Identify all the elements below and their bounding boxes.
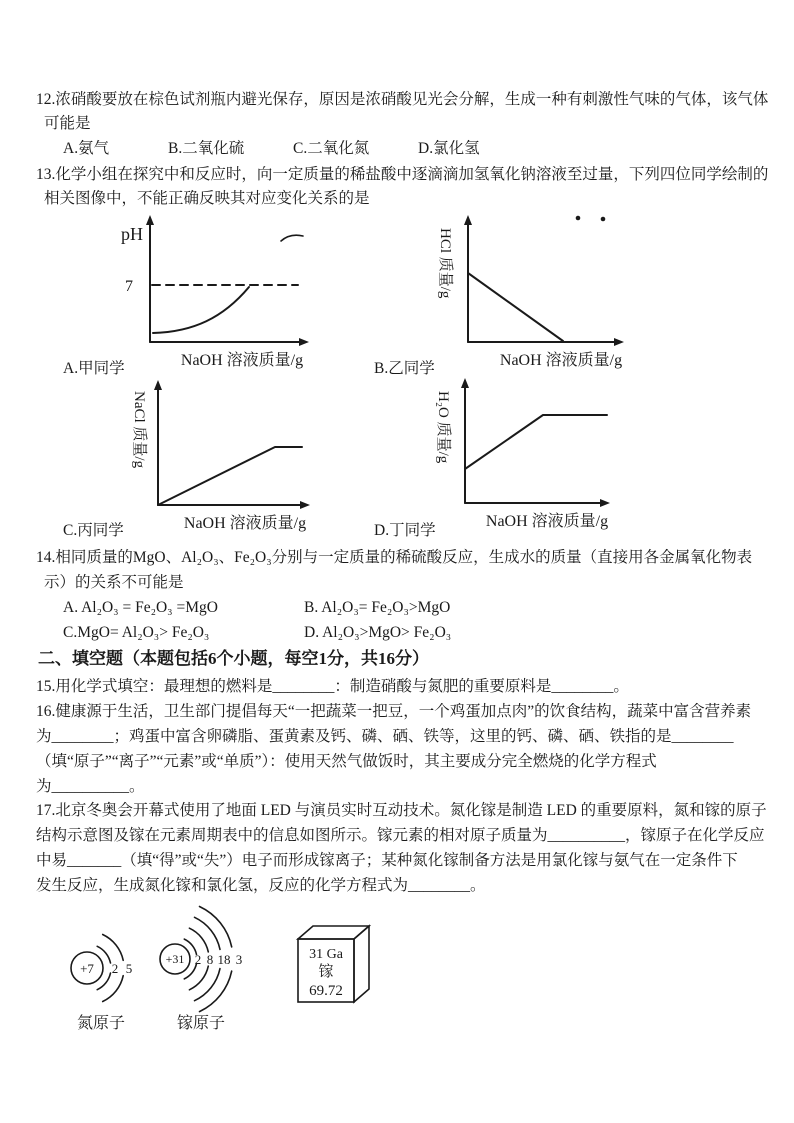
nitrogen-shell1-arc xyxy=(97,946,110,963)
y-axis-arrow xyxy=(154,380,162,390)
nitrogen-shell2-count: 5 xyxy=(125,961,133,976)
gallium-shell2-count: 8 xyxy=(206,952,214,967)
q17-line1: 17.北京冬奥会开幕式使用了地面 LED 与演员实时互动技术。氮化镓是制造 LED 的重要原料，氮和镓的原子 xyxy=(36,802,767,819)
atomic-structure-diagrams xyxy=(45,903,295,1038)
tile-number-symbol: 31 Ga xyxy=(309,947,343,962)
q16-line1: 16.健康源于生活，卫生部门提倡每天“一把蔬菜一把豆，一个鸡蛋加点肉”的饮食结构，蔬菜中富含营养素 xyxy=(36,703,752,720)
x-axis-arrow xyxy=(299,338,309,346)
ink-dot xyxy=(601,217,606,222)
gallium-nucleus-charge: +31 xyxy=(165,952,185,966)
q14-line2: 示）的关系不可能是 xyxy=(44,574,184,591)
nitrogen-shell2-arc xyxy=(103,976,124,1002)
y-axis-label: H₂O 质量/g xyxy=(435,391,451,464)
q17-line2: 结构示意图及镓在元素周期表中的信息如图所示。镓元素的相对原子质量为__________，镓原子在化学反应 xyxy=(36,827,765,844)
y-axis-label: pH xyxy=(121,224,143,244)
q14-option-c: C.MgO= Al₂O₃> Fe₂O₃ xyxy=(63,624,210,641)
graph-d-h2o-vs-naoh xyxy=(425,377,660,540)
q12-option-b: B.二氧化硫 xyxy=(168,140,245,157)
gallium-shell4-count: 3 xyxy=(235,952,243,967)
gallium-shell3-count: 18 xyxy=(217,952,231,967)
tile-top-face xyxy=(298,926,369,939)
graph-c-caption: C.丙同学 xyxy=(63,522,124,539)
h2o-rise-then-flat-line xyxy=(465,415,607,469)
q12-option-a: A.氨气 xyxy=(63,140,110,157)
section2-title: 二、填空题（本题包括6个小题，每空1分，共16分） xyxy=(38,649,429,668)
graph-b-caption: B.乙同学 xyxy=(374,360,435,377)
q12-option-d: D.氯化氢 xyxy=(418,140,480,157)
tile-right-face xyxy=(354,926,369,1002)
nacl-rise-then-flat-line xyxy=(158,447,302,505)
gallium-shell2-arc xyxy=(189,966,208,990)
x-axis-arrow xyxy=(300,501,310,509)
q13-line2: 相关图像中，不能正确反映其对应变化关系的是 xyxy=(44,190,370,207)
y-axis-label: NaCl 质量/g xyxy=(131,391,147,469)
q16-line4: 为__________。 xyxy=(36,778,145,795)
graph-b-hcl-vs-naoh xyxy=(425,212,660,372)
x-axis-label: NaOH 溶液质量/g xyxy=(180,352,304,369)
gallium-shell2-arc xyxy=(189,928,208,952)
ph7-tick: 7 xyxy=(125,278,133,295)
ph-curve xyxy=(153,287,249,333)
nitrogen-shell1-count: 2 xyxy=(111,961,119,976)
graph-d-caption: D.丁同学 xyxy=(374,522,436,539)
y-axis-arrow xyxy=(146,215,154,225)
y-axis-label: HCl 质量/g xyxy=(437,228,453,299)
gallium-shell1-count: 2 xyxy=(194,952,202,967)
q17-line3: 中易_______（填“得”或“失”）电子而形成镓离子；某种氮化镓制备方法是用氯化镓与氨气在一定条件下 xyxy=(36,852,738,869)
nitrogen-shell2-arc xyxy=(103,935,124,961)
gallium-atom-label: 镓原子 xyxy=(176,1015,226,1032)
q14-line1: 14.相同质量的MgO、Al₂O₃、Fe₂O₃分别与一定质量的稀硫酸反应，生成水的质量（直接用各金属氧化物表 xyxy=(36,549,753,566)
periodic-table-tile xyxy=(290,922,385,1017)
ink-dot xyxy=(576,216,581,221)
ink-artifact xyxy=(281,235,303,241)
tile-atomic-mass: 69.72 xyxy=(309,983,343,999)
x-axis-label: NaOH 溶液质量/g xyxy=(183,515,307,532)
x-axis-label: NaOH 溶液质量/g xyxy=(485,513,609,530)
tile-element-name: 镓 xyxy=(318,964,334,980)
x-axis-arrow xyxy=(614,338,624,346)
q14-option-d: D. Al₂O₃>MgO> Fe₂O₃ xyxy=(304,624,452,641)
q16-line3: （填“原子”“离子”“元素”或“单质”）：使用天然气做饭时，其主要成分完全燃烧的化学方程式 xyxy=(36,753,657,770)
q14-option-b: B. Al₂O₃= Fe₂O₃>MgO xyxy=(304,599,451,616)
y-axis-arrow xyxy=(461,378,469,388)
hcl-declining-line xyxy=(468,273,563,341)
q12-line2: 可能是 xyxy=(44,115,91,132)
graph-a-ph-vs-naoh xyxy=(105,212,320,372)
nitrogen-nucleus-charge: +7 xyxy=(80,961,94,976)
nitrogen-shell1-arc xyxy=(97,973,110,990)
x-axis-arrow xyxy=(600,499,610,507)
q16-line2: 为________；鸡蛋中富含卵磷脂、蛋黄素及钙、磷、硒、铁等，这里的钙、磷、硒、铁指的是________ xyxy=(36,728,734,745)
q17-line4: 发生反应，生成氮化镓和氯化氢，反应的化学方程式为________。 xyxy=(36,877,486,894)
graph-a-caption: A.甲同学 xyxy=(63,360,125,377)
nitrogen-atom-label: 氮原子 xyxy=(76,1015,126,1032)
q12-line1: 12.浓硝酸要放在棕色试剂瓶内避光保存，原因是浓硝酸见光会分解，生成一种有刺激性气味的气体，该气体 xyxy=(36,91,769,108)
graph-c-nacl-vs-naoh xyxy=(105,377,320,540)
q15-line1: 15.用化学式填空：最理想的燃料是________：制造硝酸与氮肥的重要原料是________。 xyxy=(36,678,629,695)
y-axis-arrow xyxy=(464,215,472,225)
q13-line1: 13.化学小组在探究中和反应时，向一定质量的稀盐酸中逐滴滴加氢氧化钠溶液至过量，下列四位同学绘制的 xyxy=(36,166,769,183)
q12-option-c: C.二氧化氮 xyxy=(293,140,370,157)
x-axis-label: NaOH 溶液质量/g xyxy=(499,352,623,369)
q14-option-a: A. Al₂O₃ = Fe₂O₃ =MgO xyxy=(63,599,218,616)
